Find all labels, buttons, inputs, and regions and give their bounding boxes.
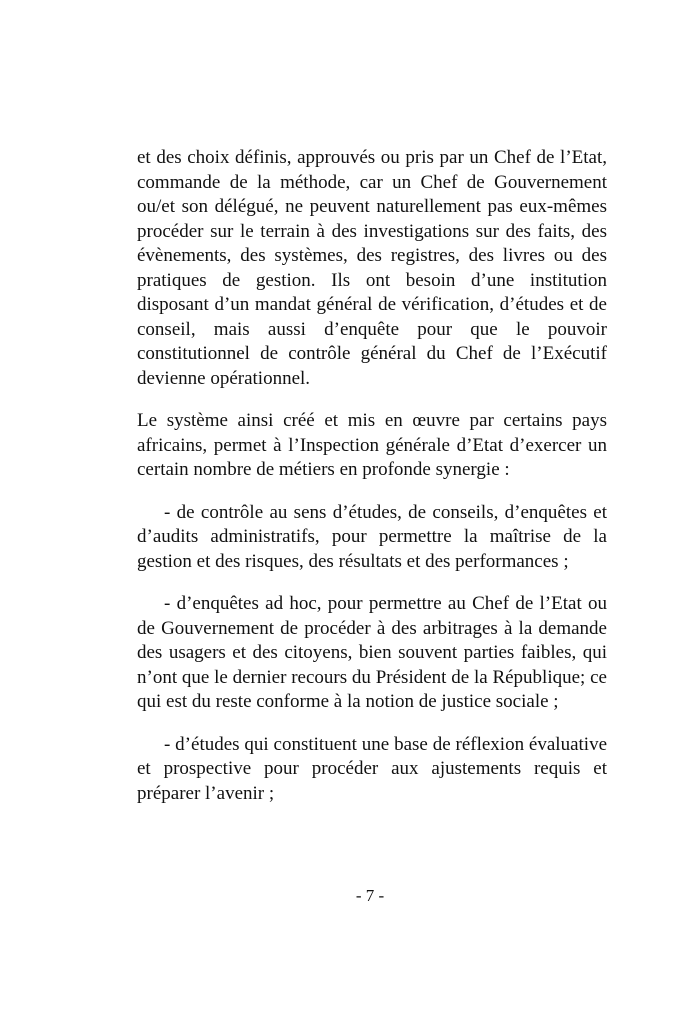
list-item-controle: - de contrôle au sens d’études, de conseils, d’enquêtes et d’audits administratifs, pour permettre la maîtrise de la gestion et des risques, des résultats et des performances ; — [137, 501, 607, 572]
list-item-etudes: - d’études qui constituent une base de réflexion évaluative et prospective pour procéder aux ajustements requis et préparer l’avenir ; — [137, 733, 607, 804]
page-number: - 7 - — [355, 886, 385, 905]
list-item-enquetes: - d’enquêtes ad hoc, pour permettre au Chef de l’Etat ou de Gouvernement de procéder à des arbitrages à la demande des usagers et des citoyens, bien souvent parties faibles, qui n’ont que le dernier recours du Président de la République; ce qui est du reste conforme à la notion de justice sociale ; — [137, 593, 607, 712]
body-text — [137, 146, 607, 824]
paragraph-system-intro: Le système ainsi créé et mis en œuvre par certains pays africains, permet à l’Inspection générale d’Etat d’exercer un certain nombre de métiers en profonde synergie : — [137, 410, 607, 480]
paragraph-continuation: et des choix définis, approuvés ou pris par un Chef de l’Etat, commande de la méthode, car un Chef de Gouvernement ou/et son délégué, ne peuvent naturellement pas eux-mêmes procéder sur le terrain à des investigations sur des faits, des évènements, des systèmes, des registres, des livres ou des pratiques de gestion. Ils ont besoin d’une institution disposant d’un mandat général de vérification, d’études et de conseil, mais aussi d’enquête pour que le pouvoir constitutionnel de contrôle général du Chef de l’Exécutif devienne opérationnel. — [137, 147, 607, 389]
